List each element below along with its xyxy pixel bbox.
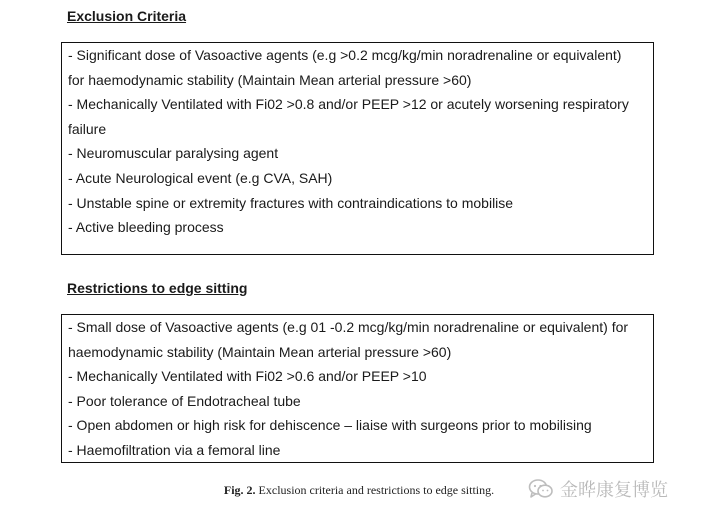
exclusion-line: - Active bleeding process — [68, 219, 224, 236]
restriction-line: - Haemofiltration via a femoral line — [68, 441, 281, 458]
exclusion-criteria-heading: Exclusion Criteria — [67, 8, 187, 24]
exclusion-line: - Mechanically Ventilated with Fi02 >0.8 and/or PEEP >12 or acutely worsening respiratory — [68, 96, 629, 113]
restrictions-box — [61, 314, 654, 463]
figure-caption-label: Fig. 2. — [223, 483, 256, 497]
watermark — [528, 476, 668, 502]
restrictions-heading: Restrictions to edge sitting — [67, 280, 248, 296]
restriction-line: haemodynamic stability (Maintain Mean arterial pressure >60) — [68, 343, 452, 360]
restriction-line: - Poor tolerance of Endotracheal tube — [68, 392, 301, 409]
exclusion-line: failure — [68, 120, 107, 137]
exclusion-line: - Significant dose of Vasoactive agents (e.g >0.2 mcg/kg/min noradrenaline or equivalent) — [68, 47, 622, 63]
restriction-line: - Mechanically Ventilated with Fi02 >0.6 and/or PEEP >10 — [68, 368, 427, 385]
exclusion-criteria-box — [61, 42, 654, 255]
watermark-text: 金晔康复博览 — [560, 480, 668, 501]
wechat-icon — [528, 478, 554, 500]
restriction-line: - Open abdomen or high risk for dehiscence – liaise with surgeons prior to mobilising — [68, 417, 592, 434]
restriction-line: - Small dose of Vasoactive agents (e.g 01 -0.2 mcg/kg/min noradrenaline or equivalent) for — [68, 319, 629, 335]
exclusion-line: - Acute Neurological event (e.g CVA, SAH) — [68, 169, 333, 186]
exclusion-line: - Neuromuscular paralysing agent — [68, 145, 279, 162]
exclusion-line: - Unstable spine or extremity fractures with contraindications to mobilise — [68, 194, 514, 211]
exclusion-line: for haemodynamic stability (Maintain Mean arterial pressure >60) — [68, 71, 472, 88]
figure-caption-text: Exclusion criteria and restrictions to edge sitting. — [255, 483, 495, 497]
